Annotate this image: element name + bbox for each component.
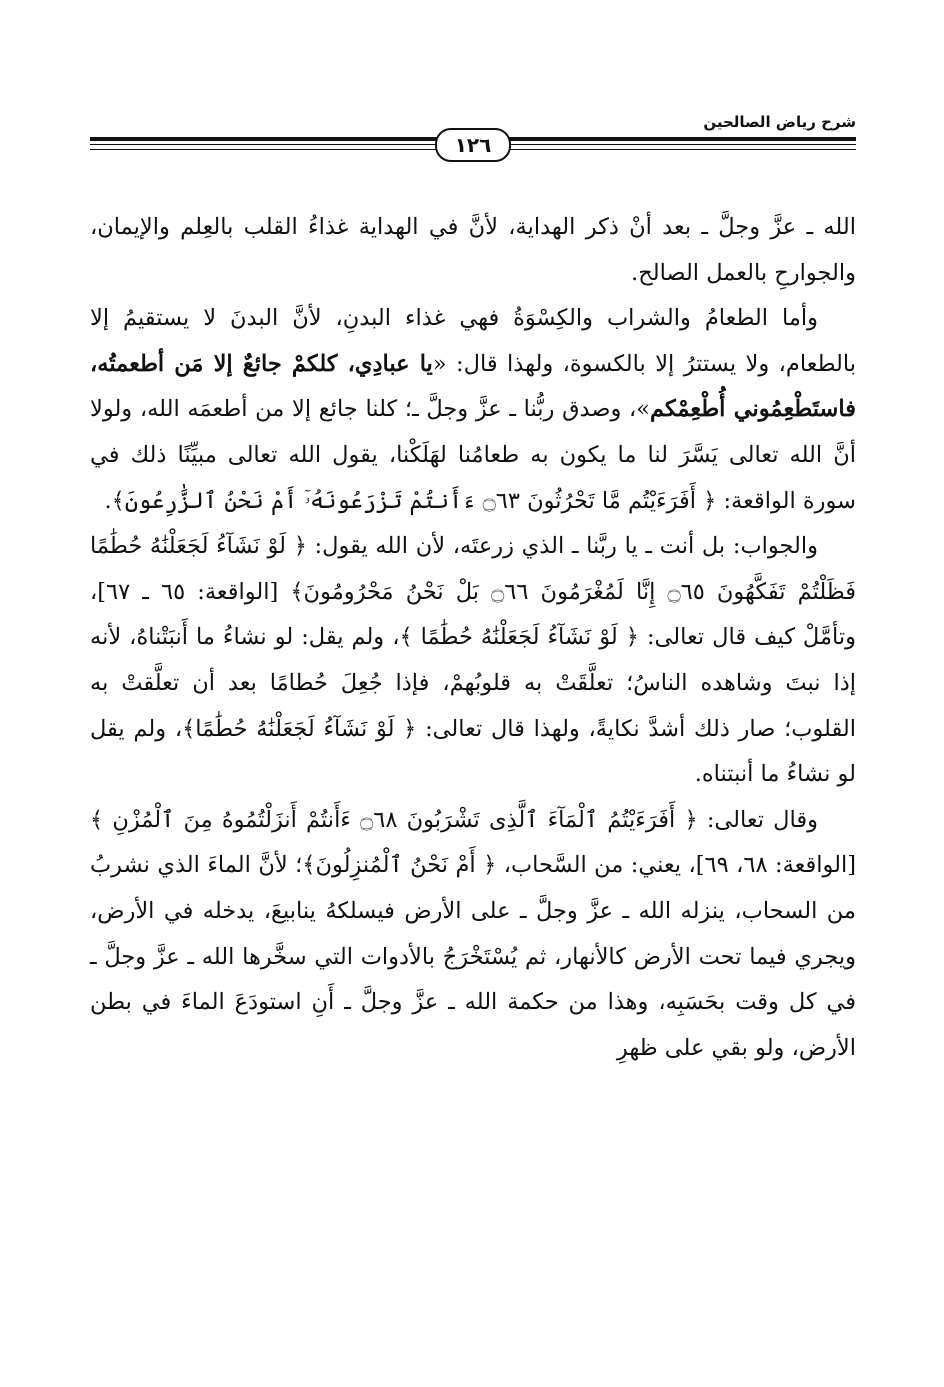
- running-book-title: شرح رياض الصالحين: [703, 113, 856, 131]
- paragraph: والجواب: بل أنت ـ يا ربَّنا ـ الذي زرعتَه، لأن الله يقول: ﴿ لَوْ نَشَآءُ لَجَعَلْنَٰهُ حُطَٰمًا فَظَلْتُمْ تَفَكَّهُونَ ۝٦٥ إِنَّا لَمُغْرَمُونَ ۝٦٦ بَلْ نَحْنُ مَحْرُومُونَ﴾ [الواقعة: ٦٥ ـ ٦٧]، وتأمَّلْ كيف قال تعالى: ﴿ لَوْ نَشَآءُ لَجَعَلْنَٰهُ حُطَٰمًا ﴾، ولم يقل: لو نشاءُ ما أَنبَتْناهُ، لأنه إذا نبتَ وشاهده الناسُ؛ تعلَّقَتْ به قلوبُهمْ، فإذا جُعِلَ حُطامًا بعد أن تعلَّقتْ به القلوب؛ صار ذلك أشدَّ نكايةً، ولهذا قال تعالى: ﴿ لَوْ نَشَآءُ لَجَعَلْنَٰهُ حُطَٰمًا﴾، ولم يقل لو نشاءُ ما أنبتناه.: [90, 533, 856, 788]
- paragraph: الله ـ عزَّ وجلَّ ـ بعد أنْ ذكر الهداية، لأنَّ في الهداية غذاءُ القلب بالعِلم والإيمان، والجوارحِ بالعمل الصالح.: [90, 214, 856, 286]
- page-body: [90, 205, 856, 1071]
- paragraph: وقال تعالى: ﴿ أَفَرَءَيْتُمُ ٱلْمَآءَ ٱلَّذِى تَشْرَبُونَ ۝٦٨ ءَأَنتُمْ أَنزَلْتُمُوهُ مِنَ ٱلْمُزْنِ ﴾ [الواقعة: ٦٨، ٦٩]، يعني: من السَّحاب، ﴿ أَمْ نَحْنُ ٱلْمُنزِلُونَ﴾؛ لأنَّ الماءَ الذي نشربُ من السحاب، ينزله الله ـ عزَّ وجلَّ ـ على الأرض فيسلكهُ ينابيعَ، يدخله في الأرض، ويجري فيما تحت الأرض كالأنهار، ثم يُسْتَخْرَجُ بالأدوات التي سخَّرها الله ـ عزَّ وجلَّ ـ في كل وقت بحَسَبِه، وهذا من حكمة الله ـ عزَّ وجلَّ ـ أَنِ استودَعَ الماءَ في بطن الأرض، ولو بقي على ظهرِ: [90, 806, 857, 1061]
- hadith-quote: يا عبادِي، كلكمْ جائعٌ إلا مَن أطعمتُه، فاستَطْعِمُوني أُطْعِمْكم: [90, 350, 857, 423]
- page-number: ١٢٦: [435, 128, 511, 162]
- page-header: [90, 112, 856, 170]
- paragraph: [90, 296, 856, 524]
- paragraph-text: وأما الطعامُ والشراب والكِسْوَةُ فهي غذاء البدنِ، لأنَّ البدنَ لا يستقيمُ إلا بالطعام، ولا يستترُ إلا بالكسوة، ولهذا قال: «: [90, 305, 857, 377]
- paragraph-text: »، وصدق ربُّنا ـ عزَّ وجلَّ ـ؛ كلنا جائع إلا من أطعمَه الله، ولولا أنَّ الله تعالى يَسَّرَ لنا ما يكون به طعامُنا لهَلَكْنا، يقول الله تعالى مبيِّنًا ذلك في سورة الواقعة: ﴿ أَفَرَءَيْتُم مَّا تَحْرُثُونَ ۝٦٣ ءَأَنتُمْ تَزْرَعُونَهُۥٓ أَمْ نَحْنُ ٱلزَّٰرِعُونَ﴾.: [90, 396, 856, 514]
